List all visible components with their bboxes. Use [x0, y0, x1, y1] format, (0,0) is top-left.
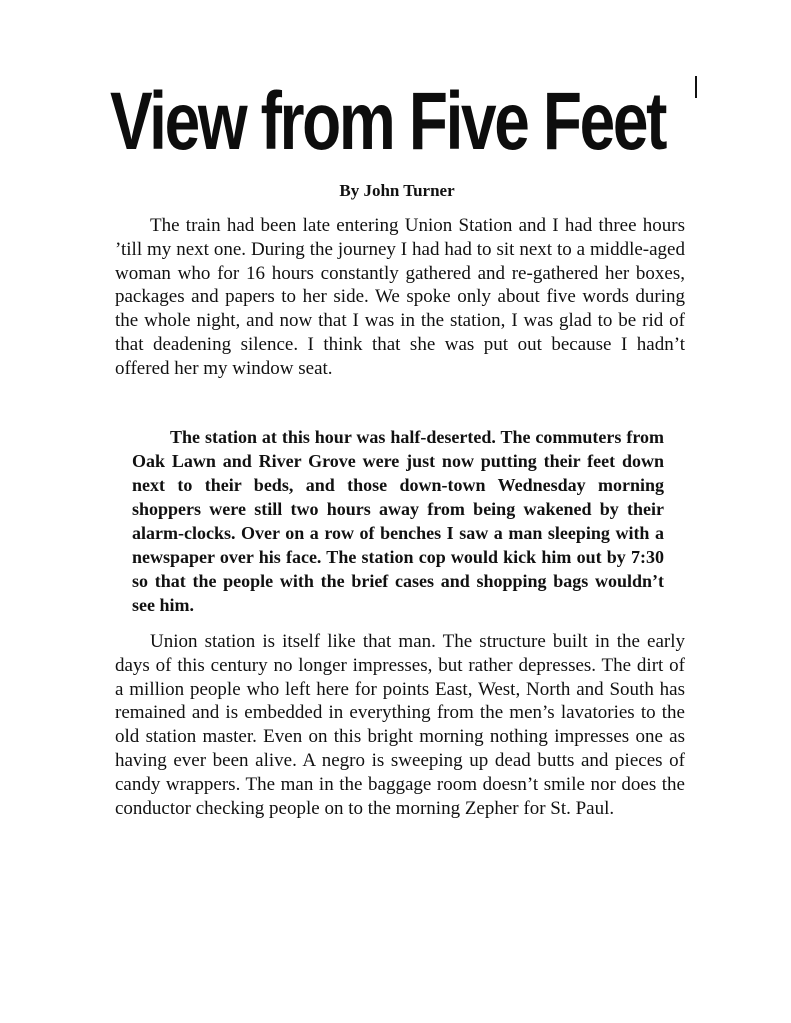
article-title: View from Five Feet: [110, 76, 666, 167]
paragraph-3: Union station is itself like that man. The structure built in the early days of this century no longer impresses, but rather depresses. The dirt of a million people who left here for points East, West, North and South has remained and is embedded in everything from the men’s lavatories to the old station master. Even on this bright morning nothing impresses one as having ever been alive. A negro is sweeping up dead butts and pieces of candy wrappers. The man in the baggage room doesn’t smile nor does the conductor checking people on to the morning Zepher for St. Paul.: [115, 631, 685, 819]
article-byline: By John Turner: [339, 181, 455, 200]
paragraph-2-bold: The station at this hour was half-deserted. The commuters from Oak Lawn and River Grove were just now putting their feet down next to their beds, and those down-town Wednesday morning shoppers were still two hours away from being wakened by their alarm-clocks. Over on a row of benches I saw a man sleeping with a newspaper over his face. The station cop would kick him out by 7:30 so that the people with the brief cases and shopping bags wouldn’t see him.: [132, 427, 664, 615]
margin-mark: [695, 76, 697, 98]
paragraph-1: The train had been late entering Union Station and I had three hours ’till my next one. During the journey I had had to sit next to a middle-aged woman who for 16 hours constantly gathered and re-gathered her boxes, packages and papers to her side. We spoke only about five words during the whole night, and now that I was in the station, I was glad to be rid of that deadening silence. I think that she was put out because I hadn’t offered her my window seat.: [115, 215, 685, 379]
